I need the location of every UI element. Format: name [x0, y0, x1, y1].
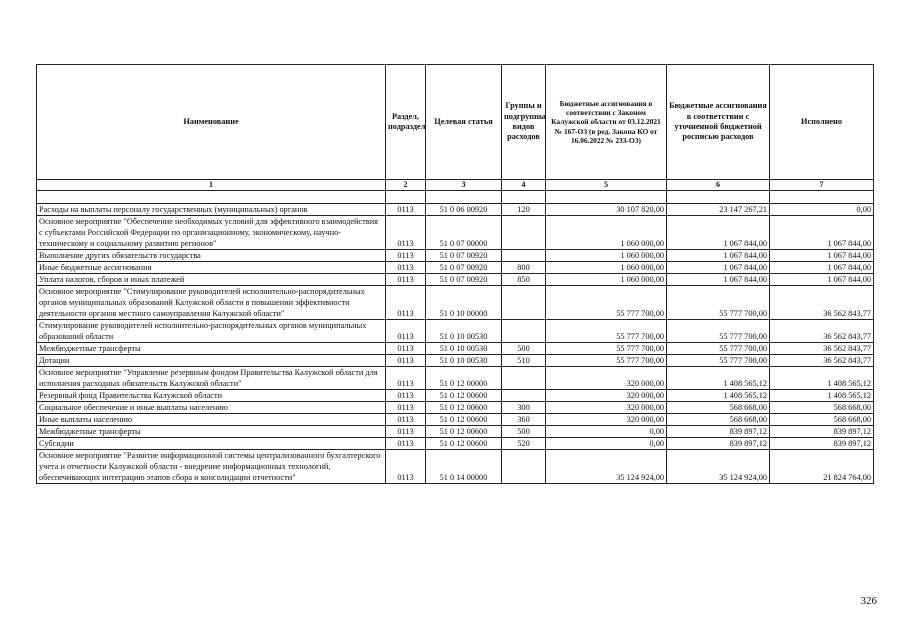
cell-refined: 1 067 844,00 [667, 250, 770, 262]
cell-section: 0113 [386, 343, 426, 355]
cell-refined: 568 668,00 [667, 402, 770, 414]
table-row [37, 355, 874, 367]
col-number: 3 [426, 180, 502, 191]
cell-target: 51 0 10 00530 [426, 320, 502, 343]
cell-done: 839 897,12 [770, 438, 874, 450]
column-number-row [37, 180, 874, 191]
table-row [37, 367, 874, 390]
cell-done: 36 562 843,77 [770, 355, 874, 367]
cell-done: 1 067 844,00 [770, 250, 874, 262]
cell-group [502, 367, 546, 390]
cell-target: 51 0 07 00920 [426, 250, 502, 262]
cell-refined: 1 067 844,00 [667, 216, 770, 250]
table-row [37, 250, 874, 262]
header-name: Наименование [37, 65, 386, 180]
cell-section: 0113 [386, 204, 426, 216]
cell-done: 0,00 [770, 204, 874, 216]
cell-name: Уплата налогов, сборов и иных платежей [37, 274, 386, 286]
cell-section: 0113 [386, 367, 426, 390]
table-row [37, 426, 874, 438]
col-number: 2 [386, 180, 426, 191]
budget-table [36, 64, 874, 484]
table-row [37, 450, 874, 484]
cell-name: Основное мероприятие "Управление резервным фондом Правительства Калужской области для исполнения расходных обязательств Калужской области" [37, 367, 386, 390]
cell-name: Основное мероприятие "Стимулирование руководителей исполнительно-распорядительных органов муниципальных образований Калужской области в повышении эффективности деятельности органов местного самоуправления Калужской области" [37, 286, 386, 320]
cell-section: 0113 [386, 216, 426, 250]
cell-law: 35 124 924,00 [546, 450, 667, 484]
cell-group: 500 [502, 426, 546, 438]
table-row [37, 402, 874, 414]
cell-done: 1 408 565,12 [770, 390, 874, 402]
cell-group [502, 286, 546, 320]
cell-group [502, 450, 546, 484]
cell-target: 51 0 12 00600 [426, 426, 502, 438]
table-row [37, 343, 874, 355]
cell-refined: 55 777 700,00 [667, 320, 770, 343]
cell-target: 51 0 14 00000 [426, 450, 502, 484]
cell-section: 0113 [386, 438, 426, 450]
col-number: 7 [770, 180, 874, 191]
cell-section: 0113 [386, 355, 426, 367]
cell-name: Межбюджетные трансферты [37, 426, 386, 438]
cell-done: 568 668,00 [770, 402, 874, 414]
cell-group: 510 [502, 355, 546, 367]
cell-target: 51 0 12 00600 [426, 402, 502, 414]
table-row [37, 414, 874, 426]
table-body [37, 191, 874, 484]
cell-name: Выполнение других обязательств государства [37, 250, 386, 262]
cell-group [502, 320, 546, 343]
cell-section: 0113 [386, 250, 426, 262]
cell-refined: 55 777 700,00 [667, 343, 770, 355]
cell-law: 55 777 700,00 [546, 320, 667, 343]
cell-refined: 1 067 844,00 [667, 274, 770, 286]
page-number: 326 [860, 595, 877, 607]
cell-name: Иные выплаты населению [37, 414, 386, 426]
cell-name: Основное мероприятие "Развитие информационной системы централизованного бухгалтерского учета и отчетности Калужской области - внедрение информационных технологий, обеспечивающих интеграцию этапов сбора и консолидации отчетности" [37, 450, 386, 484]
cell-law: 320 000,00 [546, 402, 667, 414]
cell-done: 1 408 565,12 [770, 367, 874, 390]
cell-section: 0113 [386, 274, 426, 286]
cell-law: 55 777 700,00 [546, 343, 667, 355]
cell-done: 1 067 844,00 [770, 262, 874, 274]
cell-target: 51 0 07 00920 [426, 262, 502, 274]
cell-name: Дотации [37, 355, 386, 367]
cell-law: 320 000,00 [546, 414, 667, 426]
cell-section: 0113 [386, 262, 426, 274]
cell-law: 55 777 700,00 [546, 355, 667, 367]
cell-law: 1 060 000,00 [546, 250, 667, 262]
cell-done: 36 562 843,77 [770, 286, 874, 320]
cell-name: Расходы на выплаты персоналу государственных (муниципальных) органов [37, 204, 386, 216]
cell-name: Резервный фонд Правительства Калужской области [37, 390, 386, 402]
cell-done: 839 897,12 [770, 426, 874, 438]
cell-target: 51 0 12 00600 [426, 438, 502, 450]
table-row [37, 438, 874, 450]
cell-refined: 35 124 924,00 [667, 450, 770, 484]
cell-group: 850 [502, 274, 546, 286]
header-target: Целевая статья [426, 65, 502, 180]
cell-law: 320 000,00 [546, 367, 667, 390]
cell-law: 0,00 [546, 426, 667, 438]
cell-target: 51 0 10 00530 [426, 343, 502, 355]
cell-group [502, 390, 546, 402]
cell-refined: 1 067 844,00 [667, 262, 770, 274]
cell-section: 0113 [386, 286, 426, 320]
cell-refined: 839 897,12 [667, 438, 770, 450]
col-number: 5 [546, 180, 667, 191]
cell-group: 360 [502, 414, 546, 426]
cell-section: 0113 [386, 402, 426, 414]
cell-law: 1 060 000,00 [546, 216, 667, 250]
cell-section: 0113 [386, 426, 426, 438]
cell-done: 21 824 764,00 [770, 450, 874, 484]
cell-name: Основное мероприятие "Обеспечение необходимых условий для эффективного взаимодействия с субъектами Российской Федерации по организационному, экономическому, научно-техническому и социальному развитию регионов" [37, 216, 386, 250]
cell-refined: 23 147 267,21 [667, 204, 770, 216]
cell-group [502, 216, 546, 250]
cell-target: 51 0 10 00530 [426, 355, 502, 367]
cell-refined: 55 777 700,00 [667, 286, 770, 320]
table-row [37, 216, 874, 250]
header-group: Группы и подгруппы видов расходов [502, 65, 546, 180]
budget-table-sheet [36, 64, 873, 484]
cell-section: 0113 [386, 390, 426, 402]
table-row [37, 390, 874, 402]
cell-target: 51 0 10 00000 [426, 286, 502, 320]
cell-done: 1 067 844,00 [770, 216, 874, 250]
cell-law: 1 060 000,00 [546, 274, 667, 286]
cell-target: 51 0 07 00000 [426, 216, 502, 250]
cell-section: 0113 [386, 450, 426, 484]
header-done: Исполнено [770, 65, 874, 180]
cell-done: 36 562 843,77 [770, 320, 874, 343]
table-row [37, 320, 874, 343]
table-row [37, 286, 874, 320]
cell-refined: 1 408 565,12 [667, 390, 770, 402]
cell-target: 51 0 06 00920 [426, 204, 502, 216]
table-row [37, 204, 874, 216]
cell-name: Межбюджетные трансферты [37, 343, 386, 355]
cell-target: 51 0 12 00000 [426, 367, 502, 390]
col-number: 1 [37, 180, 386, 191]
cell-law: 320 000,00 [546, 390, 667, 402]
cell-refined: 839 897,12 [667, 426, 770, 438]
cell-name: Иные бюджетные ассигнования [37, 262, 386, 274]
table-row [37, 262, 874, 274]
cell-target: 51 0 07 00920 [426, 274, 502, 286]
cell-law: 30 107 820,00 [546, 204, 667, 216]
cell-name: Социальное обеспечение и иные выплаты населению [37, 402, 386, 414]
table-row [37, 274, 874, 286]
col-number: 6 [667, 180, 770, 191]
cell-done: 36 562 843,77 [770, 343, 874, 355]
cell-name: Стимулирование руководителей исполнительно-распорядительных органов муниципальных образований области [37, 320, 386, 343]
cell-done: 568 668,00 [770, 414, 874, 426]
cell-section: 0113 [386, 320, 426, 343]
cell-group: 800 [502, 262, 546, 274]
cell-name: Субсидии [37, 438, 386, 450]
cell-group: 120 [502, 204, 546, 216]
cell-refined: 55 777 700,00 [667, 355, 770, 367]
cell-group: 520 [502, 438, 546, 450]
cell-group: 300 [502, 402, 546, 414]
col-number: 4 [502, 180, 546, 191]
cell-law: 55 777 700,00 [546, 286, 667, 320]
header-law-allocation: Бюджетные ассигнования в соответствии с Законом Калужской области от 03.12.2021 № 167-ОЗ (в ред. Закона КО от 16.06.2022 № 233-ОЗ) [546, 65, 667, 180]
spacer-row [37, 191, 874, 204]
cell-section: 0113 [386, 414, 426, 426]
cell-target: 51 0 12 00600 [426, 414, 502, 426]
header-refined-allocation: Бюджетные ассигнования в соответствии с уточненной бюджетной росписью расходов [667, 65, 770, 180]
cell-law: 1 060 000,00 [546, 262, 667, 274]
header-row [37, 65, 874, 180]
cell-target: 51 0 12 00600 [426, 390, 502, 402]
cell-refined: 1 408 565,12 [667, 367, 770, 390]
cell-law: 0,00 [546, 438, 667, 450]
cell-group: 500 [502, 343, 546, 355]
header-section: Раздел, подраздел [386, 65, 426, 180]
cell-group [502, 250, 546, 262]
cell-refined: 568 668,00 [667, 414, 770, 426]
cell-done: 1 067 844,00 [770, 274, 874, 286]
